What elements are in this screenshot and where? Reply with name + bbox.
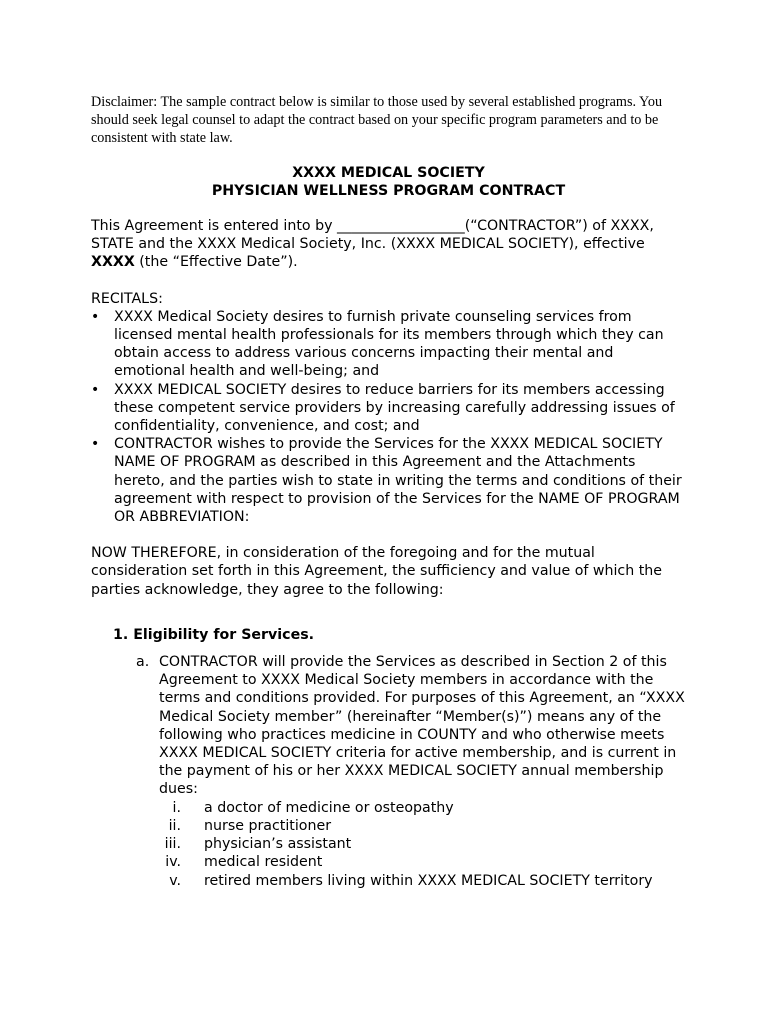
recital-text: CONTRACTOR wishes to provide the Services for the XXXX MEDICAL SOCIETY NAME OF PROGRAM as described in this Agreement and the Attachments hereto, and the parties wish to state in writing the terms and conditions of their agreement with respect to provision of the Services for the NAME OF PROGRAM OR ABBREVIATION:	[114, 436, 682, 526]
bullet-icon: •	[91, 436, 100, 453]
subsection-marker: a.	[136, 654, 150, 671]
recitals-heading: RECITALS:	[91, 290, 163, 307]
list-item-text: nurse practitioner	[204, 817, 332, 834]
list-item-text: physician’s assistant	[204, 836, 352, 853]
section-1-heading: 1. Eligibility for Services.	[113, 626, 315, 643]
bullet-icon: •	[91, 381, 100, 398]
intro-text-2: (the “Effective Date”).	[134, 254, 298, 271]
list-item	[91, 381, 686, 436]
bullet-icon: •	[91, 308, 100, 325]
contract-title	[91, 164, 686, 200]
list-item	[91, 435, 686, 526]
title-line-1: XXXX MEDICAL SOCIETY	[292, 165, 485, 181]
list-item	[159, 799, 686, 817]
therefore-paragraph: NOW THEREFORE, in consideration of the foregoing and for the mutual consideration set forth in this Agreement, the sufficiency and value of which the parties acknowledge, they agree to the following:	[91, 545, 663, 598]
list-item	[159, 817, 686, 835]
subsection-a-text: CONTRACTOR will provide the Services as described in Section 2 of this Agreement to XXXX Medical Society members in accordance with the terms and conditions provided. For purposes of this Agreement, an “XXXX Medical Society member” (hereinafter “Member(s)”) means any of the following who practices medicine in COUNTY and who otherwise meets XXXX MEDICAL SOCIETY criteria for active membership, and is current in the payment of his or her XXXX MEDICAL SOCIETY annual membership dues:	[159, 654, 685, 798]
roman-numeral: iii.	[164, 836, 181, 853]
document-page	[91, 93, 686, 890]
intro-paragraph	[91, 217, 686, 272]
recital-text: XXXX MEDICAL SOCIETY desires to reduce barriers for its members accessing these competent service providers by increasing carefully addressing issues of confidentiality, convenience, and cost; and	[114, 381, 675, 435]
list-item-text: medical resident	[204, 854, 323, 871]
list-item	[91, 308, 686, 381]
recitals-list	[91, 308, 686, 526]
disclaimer-text: Disclaimer: The sample contract below is similar to those used by several established programs. You should seek legal counsel to adapt the contract based on your specific program parameters and to be consistent with state law.	[91, 94, 663, 146]
recitals-section	[91, 290, 686, 527]
effective-date-placeholder: XXXX	[91, 254, 135, 271]
title-line-2: PHYSICIAN WELLNESS PROGRAM CONTRACT	[211, 183, 566, 199]
roman-numeral: i.	[172, 799, 181, 816]
list-item	[159, 872, 686, 890]
list-item-text: a doctor of medicine or osteopathy	[204, 799, 454, 816]
intro-text-1: This Agreement is entered into by __________________(“CONTRACTOR”) of XXXX, STATE and the XXXX Medical Society, Inc. (XXXX MEDICAL SOCIETY), effective	[91, 218, 654, 253]
roman-numeral: ii.	[168, 817, 181, 834]
eligibility-list	[159, 799, 686, 890]
roman-numeral: iv.	[165, 854, 181, 871]
list-item-text: retired members living within XXXX MEDICAL SOCIETY territory	[204, 872, 653, 889]
subsection-a	[136, 653, 686, 890]
list-item	[159, 853, 686, 871]
roman-numeral: v.	[169, 872, 181, 889]
recital-text: XXXX Medical Society desires to furnish private counseling services from licensed mental health professionals for its members through which they can obtain access to address various concerns impacting their mental and emotional health and well-being; and	[114, 308, 664, 380]
list-item	[159, 835, 686, 853]
